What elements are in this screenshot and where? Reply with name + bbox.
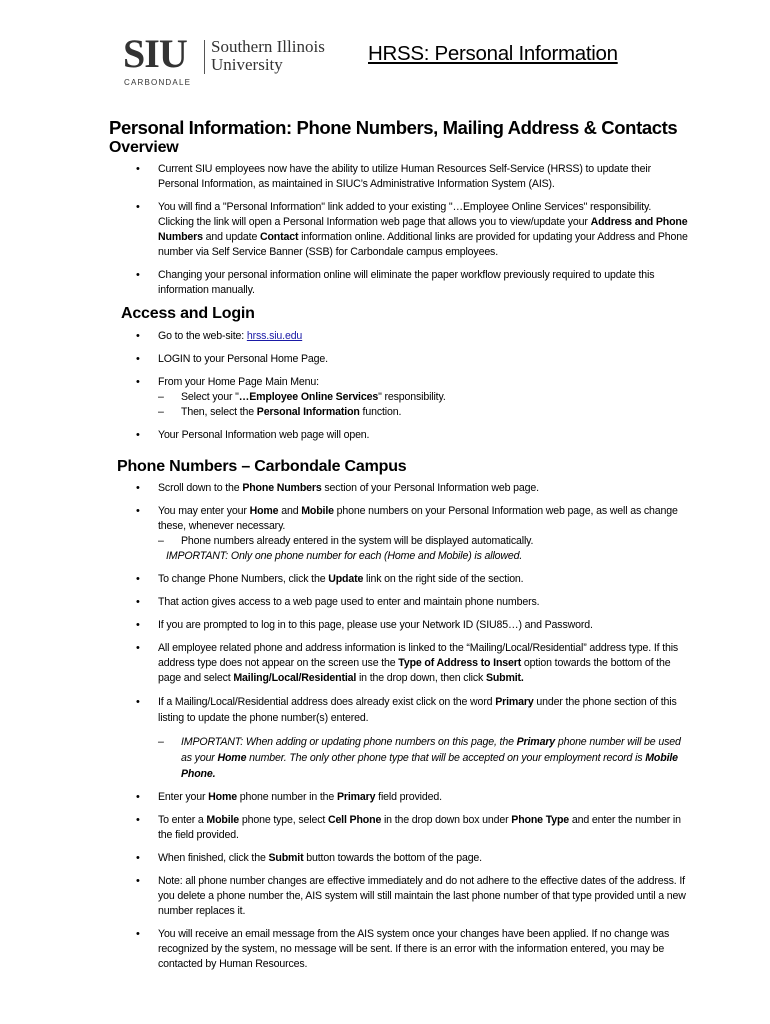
overview-heading: Overview — [109, 139, 179, 156]
text: To enter a — [158, 814, 207, 826]
text: function. — [359, 406, 402, 418]
bold-text: Home — [217, 752, 247, 764]
text: and enter the number in the field provided. — [158, 814, 681, 841]
list-item — [0, 352, 688, 367]
hrss-link[interactable]: hrss.siu.edu — [246, 330, 303, 342]
text: You will find a "Personal Information" link added to your existing "…Employee Online Services" responsibility. Clicking the link will open a Personal Information web page that allows you to view/update your — [158, 201, 652, 228]
list-item — [0, 874, 688, 919]
list-item — [0, 268, 688, 298]
list-item — [0, 504, 688, 564]
text: Scroll down to the — [158, 482, 243, 494]
text: IMPORTANT: When adding or updating phone numbers on this page, the — [181, 736, 517, 748]
text: You will receive an email message from the AIS system once your changes have been applied. If no change was recognized by the system, no message will be sent. If there is an error with the information entered, you may be contacted by Human Resources. — [158, 928, 670, 970]
bold-text: Mobile Phone. — [181, 752, 678, 780]
text: in the drop down, then click — [356, 672, 486, 684]
text: From your Home Page Main Menu: — [158, 376, 319, 388]
logo-line-2: University — [211, 55, 283, 74]
text: If you are prompted to log in to this page, please use your Network ID (SIU85…) and Password. — [158, 619, 593, 631]
text: phone number in the — [237, 791, 337, 803]
list-item — [0, 618, 688, 633]
phone-heading: Phone Numbers – Carbondale Campus — [117, 458, 407, 475]
bold-text: …Employee Online Services — [238, 391, 379, 403]
bold-text: Cell Phone — [327, 814, 382, 826]
text: " responsibility. — [378, 391, 446, 403]
bold-text: Primary — [336, 791, 376, 803]
sub-item — [158, 734, 688, 782]
text: phone numbers on your Personal Information web page, as well as change these, whenever necessary. — [158, 505, 678, 532]
logo-campus: CARBONDALE — [124, 78, 192, 87]
text: If a Mailing/Local/Residential address does already exist click on the word — [158, 696, 496, 708]
text: and update — [202, 231, 260, 243]
main-heading: Personal Information: Phone Numbers, Mailing Address & Contacts — [109, 117, 678, 138]
logo-university-name — [211, 38, 325, 74]
logo-mark: SIU — [123, 31, 187, 76]
list-item — [0, 927, 688, 972]
text: All employee related phone and address information is linked to the “Mailing/Local/Residential” address type. If this address type does not appear on the screen use the — [158, 642, 679, 669]
text: Note: all phone number changes are effective immediately and do not adhere to the effective dates of the address. If you delete a phone number the, AIS system will still maintain the last phone number of that type provided until a new number replaces it. — [158, 875, 686, 917]
list-item — [0, 572, 688, 587]
sub-item — [158, 405, 688, 420]
bold-text: Address and Phone Numbers — [158, 216, 688, 243]
logo-divider — [204, 40, 205, 74]
text: link on the right side of the section. — [363, 573, 524, 585]
bold-text: Primary — [516, 736, 556, 748]
access-list — [0, 329, 770, 451]
important-note: IMPORTANT: Only one phone number for each (Home and Mobile) is allowed. — [166, 550, 523, 562]
bold-text: Type of Address to Insert — [398, 657, 522, 669]
document-title: HRSS: Personal Information — [368, 42, 618, 65]
bold-text: Mobile — [301, 505, 334, 517]
text: number. The only other phone type that will be accepted on your employment record is — [246, 752, 646, 764]
logo-line-1: Southern Illinois — [211, 37, 325, 56]
bold-text: Primary — [495, 696, 534, 708]
bold-text: Update — [328, 573, 364, 585]
text: Select your " — [181, 391, 239, 403]
bold-text: Phone Numbers — [242, 482, 322, 494]
list-item — [0, 790, 688, 805]
list-item — [0, 481, 688, 496]
list-item — [0, 375, 688, 420]
overview-bullet-3: Changing your personal information online will eliminate the paper workflow previously required to update this information manually. — [158, 269, 655, 296]
list-item — [0, 428, 688, 443]
list-item — [0, 813, 688, 843]
bold-text: Contact — [259, 231, 299, 243]
text: field provided. — [375, 791, 442, 803]
list-item — [0, 200, 688, 260]
overview-list — [0, 162, 770, 306]
overview-bullet-1: Current SIU employees now have the ability to utilize Human Resources Self-Service (HRSS) to update their Personal Information, as maintained in SIUC’s Administrative Information System (AIS). — [158, 163, 651, 190]
text: section of your Personal Information web page. — [321, 482, 539, 494]
bold-text: Home — [249, 505, 279, 517]
list-item — [0, 162, 688, 192]
text: That action gives access to a web page used to enter and maintain phone numbers. — [158, 596, 540, 608]
sub-item — [158, 390, 688, 405]
text: under the phone section of this listing to update the phone number(s) entered. — [158, 696, 677, 724]
text: in the drop down box under — [381, 814, 512, 826]
bold-text: Mailing/Local/Residential — [233, 672, 357, 684]
text: To change Phone Numbers, click the — [158, 573, 329, 585]
text: phone type, select — [239, 814, 328, 826]
text: When finished, click the — [158, 852, 269, 864]
bold-text: Submit — [268, 852, 304, 864]
list-item — [0, 595, 688, 610]
list-item — [0, 329, 688, 344]
bold-text: Home — [208, 791, 238, 803]
text: Enter your — [158, 791, 209, 803]
text: You may enter your — [158, 505, 250, 517]
text: option towards the bottom of the page and select — [158, 657, 671, 684]
text: LOGIN to your Personal Home Page. — [158, 353, 328, 365]
access-heading: Access and Login — [121, 305, 255, 322]
text: and — [278, 505, 302, 517]
bold-text: Submit. — [485, 672, 524, 684]
text: Then, select the — [181, 406, 257, 418]
text: information online. Additional links are provided for updating your Address and Phone number via Self Service Banner (SSB) for Carbondale campus employees. — [158, 231, 688, 258]
text: Phone numbers already entered in the system will be displayed automatically. — [181, 535, 534, 547]
bold-text: Mobile — [206, 814, 240, 826]
bold-text: Personal Information — [256, 406, 360, 418]
list-item — [0, 641, 688, 686]
sub-item — [158, 534, 688, 549]
text: Your Personal Information web page will open. — [158, 429, 370, 441]
siu-logo — [123, 31, 353, 88]
phone-list — [0, 481, 770, 980]
text: Go to the web-site: — [158, 330, 247, 342]
list-item — [0, 694, 688, 782]
text: button towards the bottom of the page. — [303, 852, 482, 864]
text: phone number will be used as your — [181, 736, 681, 764]
list-item — [0, 851, 688, 866]
bold-text: Phone Type — [511, 814, 570, 826]
